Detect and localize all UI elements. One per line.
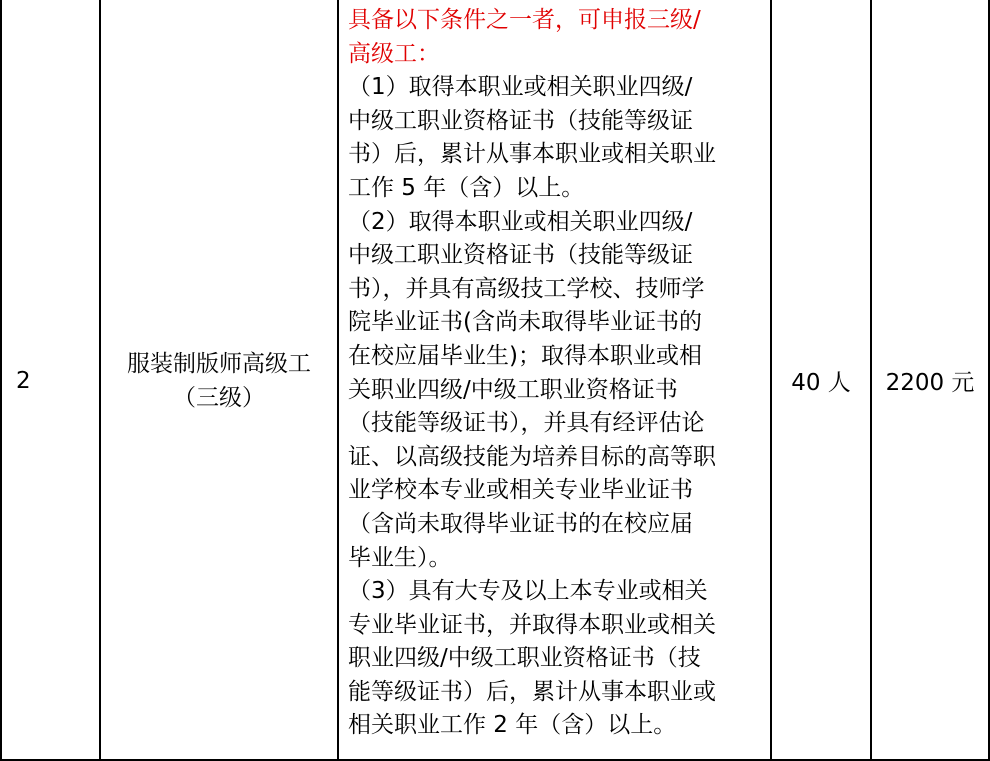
conditions-heading-line: 高级工： xyxy=(348,40,440,67)
condition-line: 中级工职业资格证书（技能等级证 xyxy=(348,242,693,269)
condition-line: （技能等级证书），并具有经评估论 xyxy=(348,410,705,437)
condition-line: （2）取得本职业或相关职业四级/ xyxy=(348,208,693,235)
condition-line: 工作 5 年（含）以上。 xyxy=(348,174,585,201)
cell-row-number xyxy=(2,0,98,761)
cell-fee xyxy=(872,0,988,761)
fee-amount: 2200 元 xyxy=(885,370,975,396)
condition-line: 在校应届毕业生)；取得本职业或相 xyxy=(348,342,702,369)
condition-line: 书）后，累计从事本职业或相关职业 xyxy=(348,141,716,168)
quota-count: 40 人 xyxy=(791,370,851,396)
condition-line: 专业毕业证书，并取得本职业或相关 xyxy=(348,611,716,638)
condition-line: （3）具有大专及以上本专业或相关 xyxy=(348,578,708,605)
condition-line: 职业四级/中级工职业资格证书（技 xyxy=(348,645,701,672)
condition-line: 能等级证书）后，累计从事本职业或 xyxy=(348,678,716,705)
condition-line: 中级工职业资格证书（技能等级证 xyxy=(348,107,693,134)
condition-line: （含尚未取得毕业证书的在校应届 xyxy=(348,510,693,537)
column-divider xyxy=(99,0,101,761)
condition-line: 证、以高级技能为培养目标的高等职 xyxy=(348,443,716,470)
conditions-heading-line: 具备以下条件之一者，可申报三级/ xyxy=(348,7,701,33)
occupation-level: （三级） xyxy=(173,384,265,411)
occupation-line: 服装制版师高级工 xyxy=(127,350,311,377)
occupation-name xyxy=(127,347,311,415)
condition-line: 书），并具有高级技工学校、技师学 xyxy=(348,275,705,302)
cell-occupation xyxy=(102,0,336,761)
condition-line: 业学校本专业或相关专业毕业证书 xyxy=(348,477,693,504)
row-number: 2 xyxy=(16,367,31,394)
condition-line: 关职业四级/中级工职业资格证书 xyxy=(348,376,678,403)
condition-line: 相关职业工作 2 年（含）以上。 xyxy=(348,712,677,739)
condition-line: （1）取得本职业或相关职业四级/ xyxy=(348,74,693,101)
cell-conditions xyxy=(340,0,770,761)
condition-line: 院毕业证书(含尚未取得毕业证书的 xyxy=(348,309,702,336)
conditions-text xyxy=(348,4,768,743)
condition-line: 毕业生）。 xyxy=(348,544,452,571)
cell-count xyxy=(772,0,870,761)
column-divider xyxy=(337,0,339,761)
